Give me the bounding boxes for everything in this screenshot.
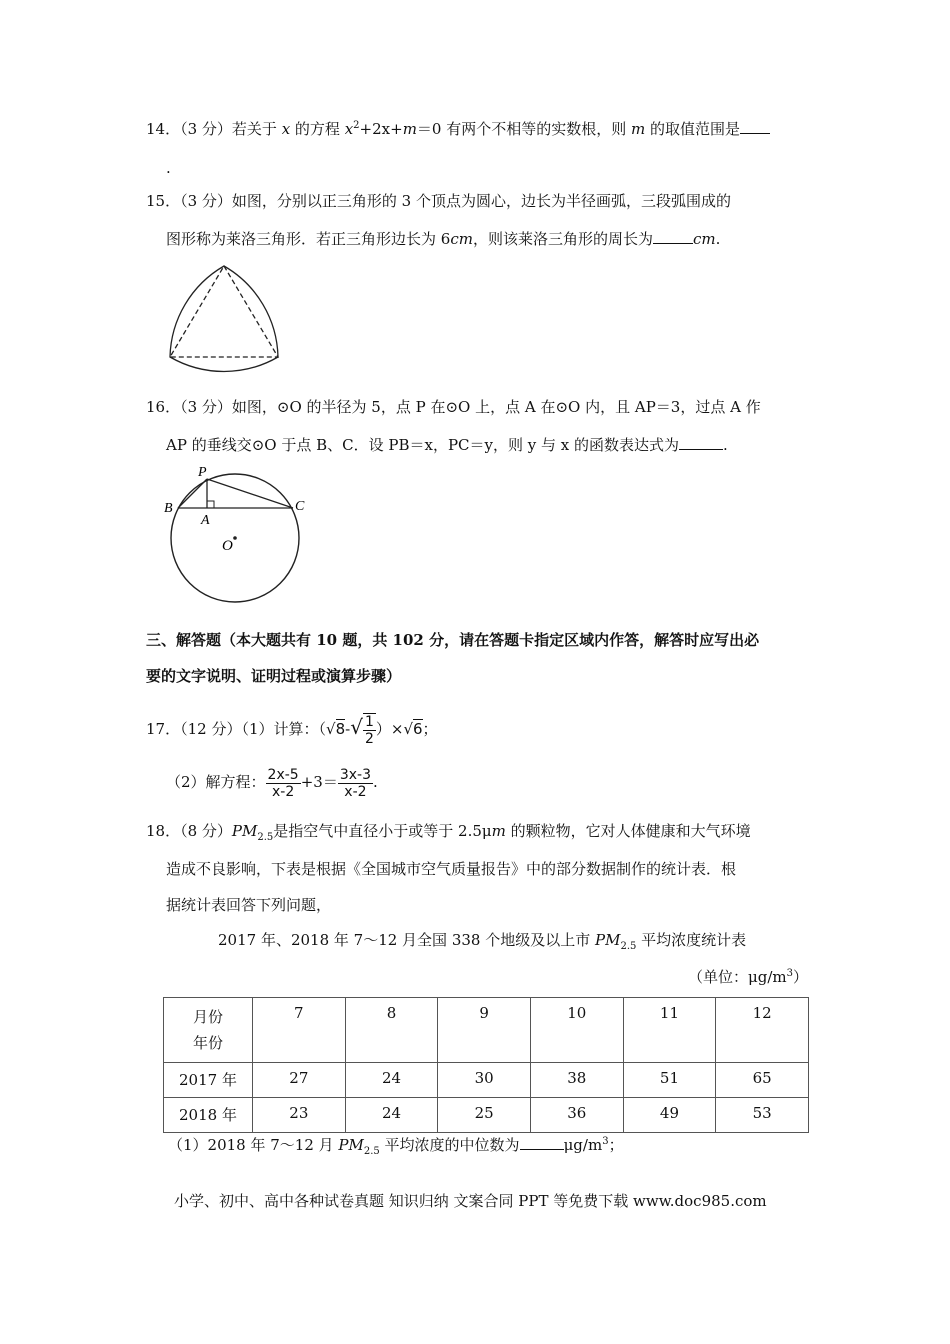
- q16-number: 16．: [146, 398, 181, 416]
- circle-figure: [160, 460, 320, 605]
- q14-score: （3 分）: [180, 120, 232, 138]
- table-row: [164, 1063, 809, 1098]
- value-cell: 49: [623, 1098, 716, 1133]
- year-cell: 2017 年: [164, 1063, 253, 1098]
- q18-sub1-text: （1）2018 年 7～12 月: [168, 1136, 339, 1154]
- q15-text: ，则该莱洛三角形的周长为: [472, 230, 653, 248]
- frac-half: [363, 713, 376, 747]
- q16-answer-blank[interactable]: [679, 434, 723, 450]
- frac-right: [338, 767, 373, 800]
- q18-text: 是指空气中直径小于或等于 2.5μ: [273, 822, 492, 840]
- month-header: 9: [438, 998, 531, 1063]
- q17-period: .: [372, 773, 378, 791]
- label-o: O: [222, 538, 233, 554]
- q18-answer-blank[interactable]: [520, 1134, 564, 1150]
- corner-year: 年份: [192, 1034, 223, 1052]
- table-title-text: 2017 年、2018 年 7～12 月全国 338 个地级及以上市: [218, 931, 595, 949]
- unit-text: ）: [793, 968, 809, 986]
- table-title-text: 平均浓度统计表: [636, 931, 747, 949]
- frac-half-num: 1: [364, 714, 374, 730]
- month-header: 8: [345, 998, 438, 1063]
- q17-times: ）×: [375, 720, 404, 738]
- month-header: 12: [716, 998, 809, 1063]
- q14-text: 的方程: [290, 120, 345, 138]
- q16-score: （3 分）: [180, 398, 232, 416]
- sqrt-6: √6: [403, 720, 423, 738]
- value-cell: 51: [623, 1063, 716, 1098]
- table-title: [218, 929, 746, 951]
- q18-score: （8 分）: [180, 822, 232, 840]
- q17-number: 17．: [146, 720, 181, 738]
- q15-period: .: [715, 230, 721, 248]
- q16-line2: [166, 434, 728, 456]
- page-footer: 小学、初中、高中各种试卷真题 知识归纳 文案合同 PPT 等免费下载 www.doc985.com: [174, 1192, 767, 1210]
- value-cell: 24: [345, 1098, 438, 1133]
- q14-answer-blank[interactable]: [740, 118, 770, 134]
- corner-month: 月份: [192, 1008, 223, 1026]
- q18-line1: [146, 820, 751, 842]
- q16-line1: [146, 396, 761, 418]
- q18-pm-sub: 2.5: [257, 832, 274, 843]
- table-title-sub: 2.5: [620, 941, 637, 952]
- q17-plus3: +3＝: [300, 773, 338, 791]
- q15-line2: [166, 228, 720, 250]
- sqrt-6-radicand: 6: [413, 720, 423, 738]
- q14-text: 的取值范围是: [645, 120, 741, 138]
- q17-score: （12 分）: [180, 720, 242, 738]
- q14-eq-x: x: [344, 120, 354, 138]
- sqrt-8-radicand: 8: [335, 720, 346, 738]
- frac-half-den: 2: [364, 731, 374, 747]
- q17-part2-label: （2）解方程：: [166, 773, 266, 791]
- value-cell: 25: [438, 1098, 531, 1133]
- q15-score: （3 分）: [180, 192, 232, 210]
- reuleaux-triangle-figure: [160, 258, 290, 378]
- frac-left-den: x-2: [272, 783, 295, 800]
- q14-eq: ＝0 有两个不相等的实数根，则: [416, 120, 632, 138]
- label-c: C: [295, 499, 305, 514]
- label-b: B: [164, 501, 173, 516]
- value-cell: 24: [345, 1063, 438, 1098]
- q18-line2: 造成不良影响，下表是根据《全国城市空气质量报告》中的部分数据制作的统计表．根: [166, 860, 737, 878]
- q18-m: m: [491, 822, 506, 840]
- section3-heading-line1: 三、解答题（本大题共有 10 题，共 102 分，请在答题卡指定区域内作答，解答时应写出必: [146, 631, 760, 649]
- q18-sub1-text: ；: [608, 1136, 624, 1154]
- q18-sub1-text: 平均浓度的中位数为: [379, 1136, 520, 1154]
- q18-text: 的颗粒物，它对人体健康和大气环境: [505, 822, 751, 840]
- q15-text: 如图，分别以正三角形的 3 个顶点为圆心，边长为半径画弧，三段弧围成的: [231, 192, 731, 210]
- q18-sub1-sub: 2.5: [363, 1146, 380, 1157]
- table-title-pm: PM: [595, 931, 621, 949]
- q18-sub1-unit: μg/m: [563, 1136, 603, 1154]
- q15-line1: [146, 190, 731, 212]
- sqrt-8: √8: [326, 720, 346, 738]
- q15-unit: cm: [692, 230, 716, 248]
- pm25-table: [163, 997, 809, 1133]
- unit-sup: 3: [786, 968, 794, 979]
- q18-line3: 据统计表回答下列问题，: [166, 896, 332, 914]
- table-unit: [688, 966, 808, 988]
- q15-number: 15．: [146, 192, 181, 210]
- q18-number: 18．: [146, 822, 181, 840]
- q18-sub1: [168, 1134, 624, 1156]
- label-p: P: [198, 465, 207, 480]
- year-cell: 2018 年: [164, 1098, 253, 1133]
- q14-var-m: m: [631, 120, 646, 138]
- q18-pm: PM: [231, 822, 258, 840]
- section3-heading-line2: 要的文字说明、证明过程或演算步骤）: [146, 667, 402, 685]
- frac-right-num: 3x-3: [339, 766, 371, 783]
- value-cell: 38: [530, 1063, 623, 1098]
- q15-text: 图形称为莱洛三角形．若正三角形边长为 6: [166, 230, 451, 248]
- q15-unit: cm: [450, 230, 473, 248]
- frac-left: [266, 767, 301, 800]
- value-cell: 36: [530, 1098, 623, 1133]
- q18-sub1-sup: 3: [602, 1136, 609, 1147]
- unit-text: （单位：μg/m: [688, 968, 787, 986]
- q17-part2: [166, 762, 378, 802]
- table-header-row: [164, 998, 809, 1063]
- value-cell: 53: [716, 1098, 809, 1133]
- q16-period: .: [723, 436, 728, 454]
- q14-eq: +2x+: [359, 120, 403, 138]
- q14-period: .: [166, 159, 171, 177]
- q16-text: 如图，⊙O 的半径为 5，点 P 在⊙O 上，点 A 在⊙O 内，且 AP＝3，过点 A 作: [231, 398, 761, 416]
- q17-part1-label: （1）计算：（: [241, 720, 326, 738]
- q17-minus: -: [345, 720, 351, 738]
- value-cell: 30: [438, 1063, 531, 1098]
- value-cell: 23: [253, 1098, 346, 1133]
- value-cell: 65: [716, 1063, 809, 1098]
- q17-semicolon: ；: [422, 720, 438, 738]
- table-row: [164, 1098, 809, 1133]
- q14-eq-sup: 2: [353, 120, 360, 131]
- q16-text: AP 的垂线交⊙O 于点 B、C．设 PB＝x，PC＝y，则 y 与 x 的函数表达式为: [166, 436, 679, 454]
- q15-answer-blank[interactable]: [653, 228, 693, 244]
- value-cell: 27: [253, 1063, 346, 1098]
- frac-left-num: 2x-5: [267, 766, 299, 783]
- q14-var-x: x: [281, 120, 291, 138]
- month-header: 10: [530, 998, 623, 1063]
- sqrt-half: √: [350, 715, 363, 739]
- q14-eq-m: m: [402, 120, 417, 138]
- q14-text: 若关于: [231, 120, 282, 138]
- q17-part1: [146, 712, 438, 747]
- label-a: A: [201, 513, 210, 528]
- q14-number: 14．: [146, 120, 181, 138]
- q14-line1: [146, 118, 770, 140]
- table-corner-cell: [164, 998, 253, 1063]
- month-header: 11: [623, 998, 716, 1063]
- frac-right-den: x-2: [344, 783, 367, 800]
- month-header: 7: [253, 998, 346, 1063]
- q18-sub1-pm: PM: [338, 1136, 364, 1154]
